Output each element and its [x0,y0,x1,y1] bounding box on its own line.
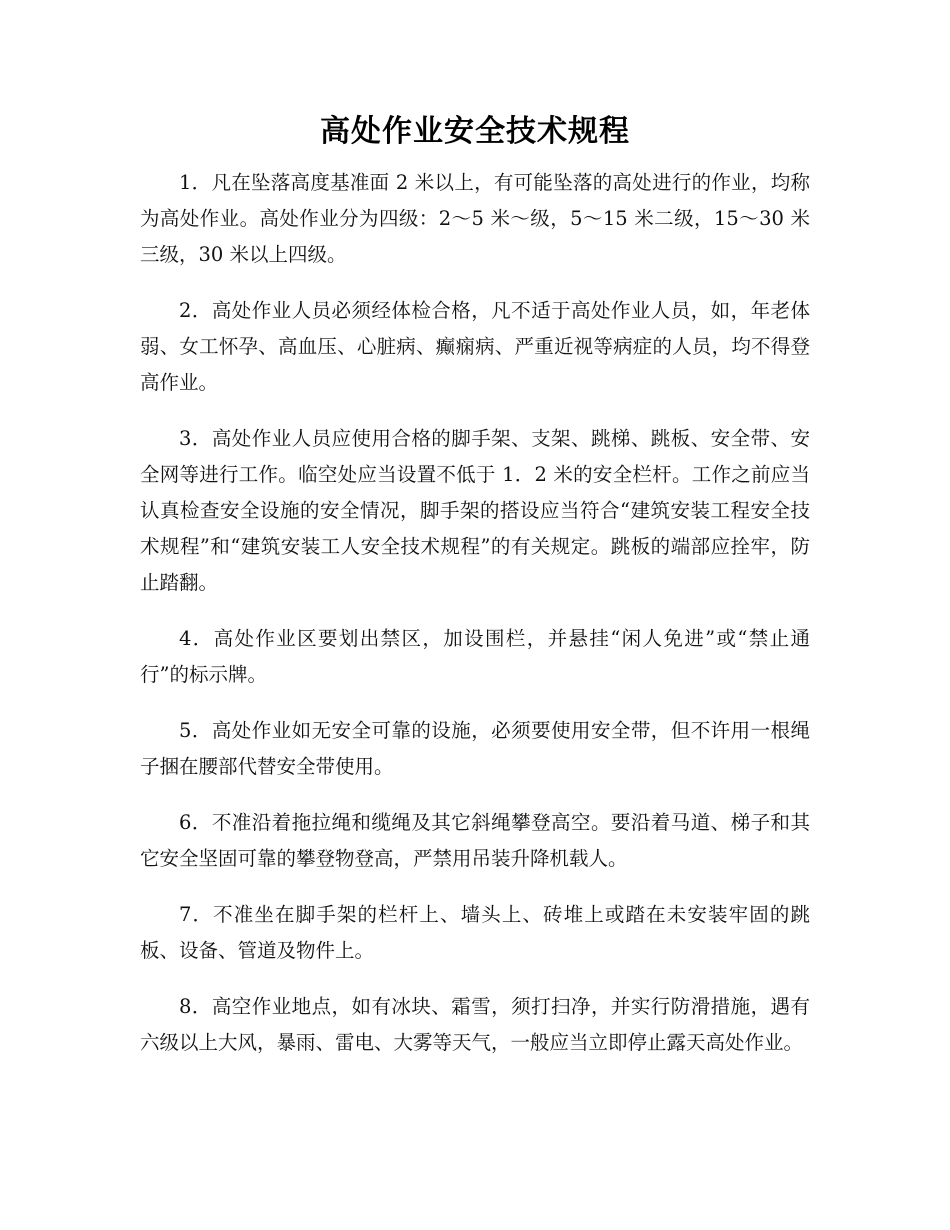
paragraph-1: 1．凡在坠落高度基准面 2 米以上，有可能坠落的高处进行的作业，均称为高处作业。高处作业分为四级：2～5 米～级，5～15 米二级，15～30 米三级，30 米以上四级。 [140,171,810,266]
document-body [140,165,810,1081]
paragraph-5: 5．高处作业如无安全可靠的设施，必须要使用安全带，但不许用一根绳子捆在腰部代替安全带使用。 [140,719,810,778]
paragraph-8: 8．高空作业地点，如有冰块、霜雪，须打扫净，并实行防滑措施，遇有六级以上大风，暴雨、雷电、大雾等天气，一般应当立即停止露天高处作业。 [140,995,810,1054]
document-title: 高处作业安全技术规程 [320,114,630,149]
paragraph-4: 4．高处作业区要划出禁区，加设围栏，并悬挂“闲人免进”或“禁止通行”的标示牌。 [140,627,810,686]
paragraph-6: 6．不准沿着拖拉绳和缆绳及其它斜绳攀登高空。要沿着马道、梯子和其它安全坚固可靠的攀登物登高，严禁用吊装升降机载人。 [140,811,810,870]
paragraph-7: 7．不准坐在脚手架的栏杆上、墙头上、砖堆上或踏在未安装牢固的跳板、设备、管道及物件上。 [140,903,810,962]
paragraph-3: 3．高处作业人员应使用合格的脚手架、支架、跳梯、跳板、安全带、安全网等进行工作。临空处应当设置不低于 1．2 米的安全栏杆。工作之前应当认真检查安全设施的安全情况，脚手架的搭设应当符合“建筑安装工程安全技术规程”和“建筑安装工人安全技术规程”的有关规定。跳板的端部应拴牢，防止踏翻。 [140,427,810,594]
paragraph-2: 2．高处作业人员必须经体检合格，凡不适于高处作业人员，如，年老体弱、女工怀孕、高血压、心脏病、癫痫病、严重近视等病症的人员，均不得登高作业。 [140,299,810,394]
